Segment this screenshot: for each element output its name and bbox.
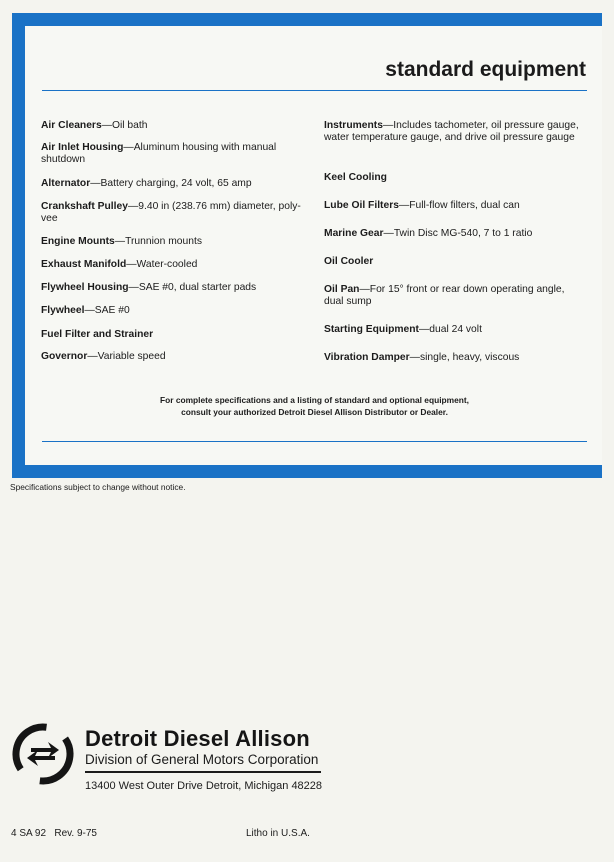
equipment-item <box>324 172 586 184</box>
item-name: Governor <box>41 351 88 362</box>
item-name: Vibration Damper <box>324 352 410 363</box>
item-name: Crankshaft Pulley <box>41 201 128 212</box>
item-name: Alternator <box>41 178 91 189</box>
equipment-item <box>41 259 311 271</box>
item-desc: —single, heavy, viscous <box>409 352 520 363</box>
item-desc: —Full-flow filters, dual can <box>398 200 520 211</box>
equipment-item <box>324 352 586 364</box>
equipment-item <box>41 120 311 132</box>
equipment-item <box>324 284 586 307</box>
item-name: Flywheel <box>41 305 85 316</box>
item-name: Exhaust Manifold <box>41 259 127 270</box>
company-name: Detroit Diesel Allison <box>85 726 310 751</box>
page-title: standard equipment <box>385 58 586 81</box>
item-desc: —Battery charging, 24 volt, 65 amp <box>90 178 252 189</box>
specifications-note <box>42 394 587 418</box>
item-desc: —dual 24 volt <box>418 324 482 335</box>
printing-note: Litho in U.S.A. <box>246 828 310 839</box>
equipment-item <box>41 305 311 317</box>
item-name: Air Inlet Housing <box>41 142 124 153</box>
item-desc: —Oil bath <box>101 120 148 131</box>
division-name: Division of General Motors Corporation <box>85 752 319 767</box>
equipment-item <box>41 178 311 190</box>
item-name: Flywheel Housing <box>41 282 129 293</box>
item-name: Instruments <box>324 120 383 131</box>
item-name: Oil Cooler <box>324 256 374 267</box>
item-desc: —Aluminum housing with manual shutdown <box>41 142 277 165</box>
item-name: Starting Equipment <box>324 324 419 335</box>
item-desc: —9.40 in (238.76 mm) diameter, poly-vee <box>41 201 301 224</box>
company-logo-icon <box>11 722 75 786</box>
item-desc: —Trunnion mounts <box>114 236 202 247</box>
note-line-2: consult your authorized Detroit Diesel Allison Distributor or Dealer. <box>181 407 448 417</box>
item-desc: —For 15° front or rear down operating angle, dual sump <box>324 284 565 307</box>
item-desc: —Water-cooled <box>126 259 198 270</box>
equipment-item <box>41 329 311 341</box>
disclaimer-text: Specifications subject to change without notice. <box>10 482 186 492</box>
item-desc: —Variable speed <box>87 351 166 362</box>
equipment-item <box>41 236 311 248</box>
item-name: Fuel Filter and Strainer <box>41 329 154 340</box>
item-name: Keel Cooling <box>324 172 387 183</box>
equipment-item <box>41 142 311 165</box>
item-desc: —Twin Disc MG-540, 7 to 1 ratio <box>383 228 533 239</box>
equipment-item <box>41 201 311 224</box>
equipment-item <box>41 351 311 363</box>
top-divider <box>42 90 587 91</box>
item-name: Lube Oil Filters <box>324 200 399 211</box>
bottom-divider <box>42 441 587 442</box>
equipment-item <box>41 282 311 294</box>
equipment-item <box>324 120 586 143</box>
item-desc: —SAE #0 <box>84 305 130 316</box>
item-name: Engine Mounts <box>41 236 115 247</box>
item-desc: —Includes tachometer, oil pressure gauge, water temperature gauge, and drive oil pressure gauge <box>324 120 579 143</box>
item-name: Oil Pan <box>324 284 360 295</box>
company-address: 13400 West Outer Drive Detroit, Michigan 48228 <box>85 780 323 792</box>
equipment-item <box>324 256 586 268</box>
document-code: 4 SA 92 Rev. 9-75 <box>11 828 97 839</box>
brand-divider <box>85 771 321 773</box>
equipment-item <box>324 324 586 336</box>
note-line-1: For complete specifications and a listing of standard and optional equipment, <box>160 395 469 405</box>
item-name: Marine Gear <box>324 228 384 239</box>
equipment-item <box>324 200 586 212</box>
equipment-item <box>324 228 586 240</box>
item-desc: —SAE #0, dual starter pads <box>128 282 257 293</box>
item-name: Air Cleaners <box>41 120 102 131</box>
